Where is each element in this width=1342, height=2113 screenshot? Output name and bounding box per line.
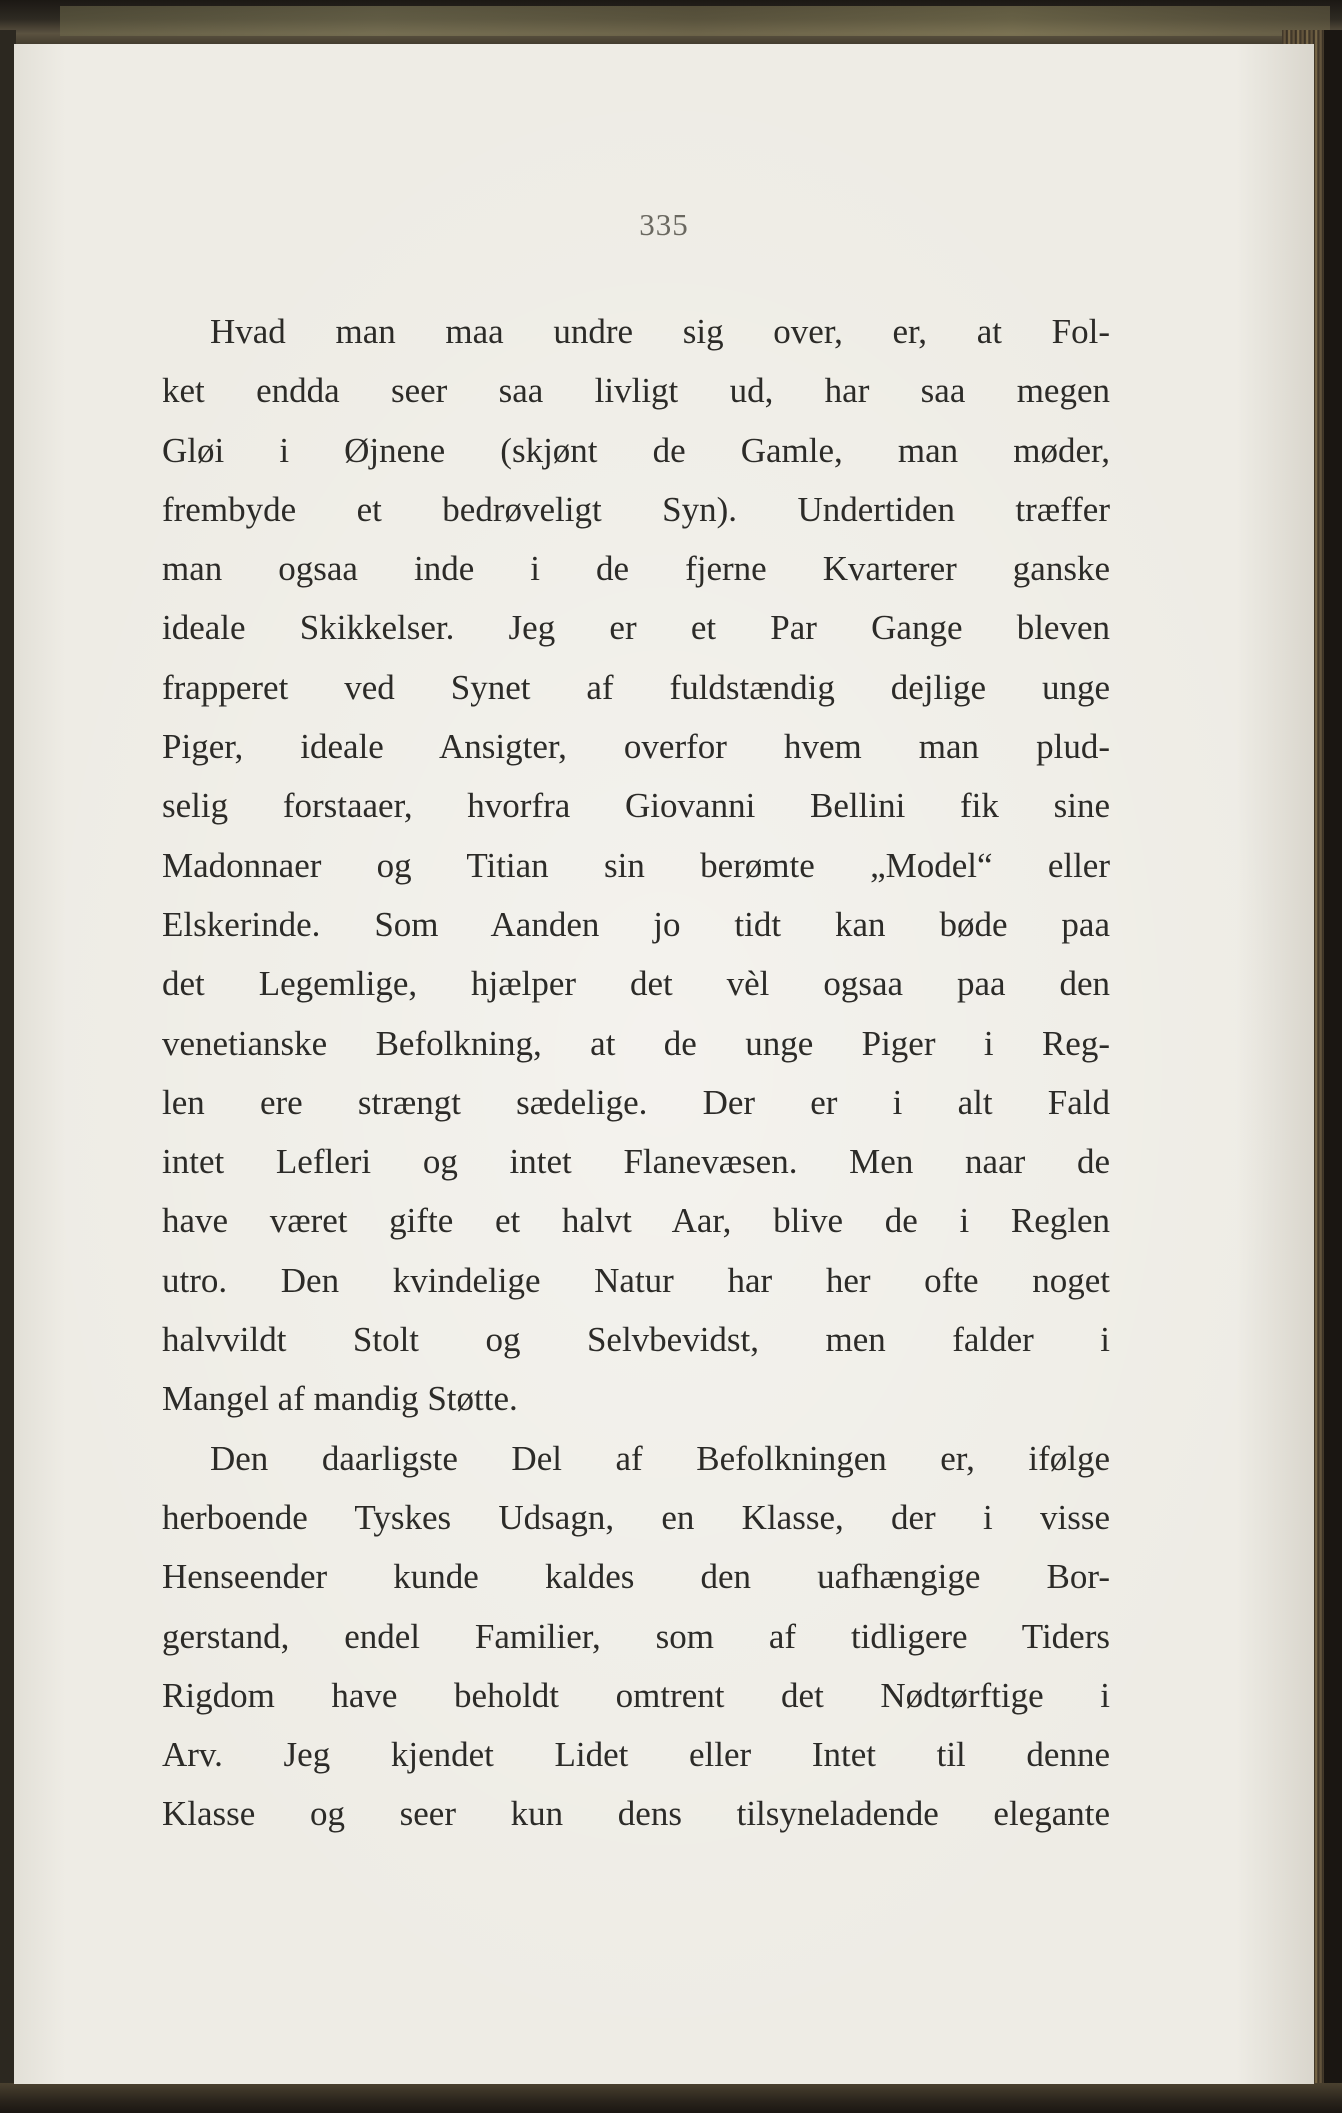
book-top-edge: [0, 0, 1342, 48]
text-line: ket endda seer saa livligt ud, har saa megen: [162, 371, 1110, 411]
text-line: man ogsaa inde i de fjerne Kvarterer ganske: [162, 549, 1110, 589]
book-top-edge-band: [60, 6, 1330, 36]
text-line: Mangel af mandig Støtte.: [162, 1379, 518, 1419]
text-line: Gløi i Øjnene (skjønt de Gamle, man møder,: [162, 430, 1110, 470]
text-line: len ere strængt sædelige. Der er i alt Fald: [162, 1082, 1110, 1122]
text-line: herboende Tyskes Udsagn, en Klasse, der i visse: [162, 1497, 1110, 1537]
text-line: utro. Den kvindelige Natur har her ofte noget: [162, 1260, 1110, 1300]
text-line: have været gifte et halvt Aar, blive de i Reglen: [162, 1201, 1110, 1241]
text-line: Den daarligste Del af Befolkningen er, ifølge: [210, 1438, 1110, 1478]
text-line: selig forstaaer, hvorfra Giovanni Bellini fik sine: [162, 786, 1110, 826]
text-line: ideale Skikkelser. Jeg er et Par Gange bleven: [162, 608, 1110, 648]
page-number: 335: [639, 207, 689, 242]
text-line: Hvad man maa undre sig over, er, at Fol-: [210, 312, 1110, 351]
text-line: gerstand, endel Familier, som af tidligere Tiders: [162, 1616, 1110, 1656]
text-line: Klasse og seer kun dens tilsyneladende elegante: [162, 1794, 1110, 1834]
book-cover-edge: [1324, 30, 1342, 2090]
text-line: Elskerinde. Som Aanden jo tidt kan bøde paa: [162, 904, 1110, 944]
book-bottom-edge: [0, 2083, 1342, 2113]
text-line: Henseender kunde kaldes den uafhængige Bor-: [162, 1557, 1110, 1597]
text-line: det Legemlige, hjælper det vèl ogsaa paa den: [162, 964, 1110, 1004]
text-line: Arv. Jeg kjendet Lidet eller Intet til denne: [162, 1735, 1110, 1775]
text-line: frapperet ved Synet af fuldstændig dejlige unge: [162, 667, 1110, 707]
text-line: Rigdom have beholdt omtrent det Nødtørftige i: [162, 1675, 1110, 1715]
text-line: frembyde et bedrøveligt Syn). Undertiden træffer: [162, 489, 1110, 529]
body-text: [162, 302, 1110, 1844]
text-line: intet Lefleri og intet Flanevæsen. Men naar de: [162, 1142, 1110, 1182]
text-line: Piger, ideale Ansigter, overfor hvem man plud-: [162, 727, 1110, 767]
text-line: halvvildt Stolt og Selvbevidst, men falder i: [162, 1320, 1110, 1360]
text-line: venetianske Befolkning, at de unge Piger i Reg-: [162, 1023, 1110, 1063]
text-line: Madonnaer og Titian sin berømte „Model“ eller: [162, 845, 1110, 885]
book-page: [14, 44, 1314, 2084]
